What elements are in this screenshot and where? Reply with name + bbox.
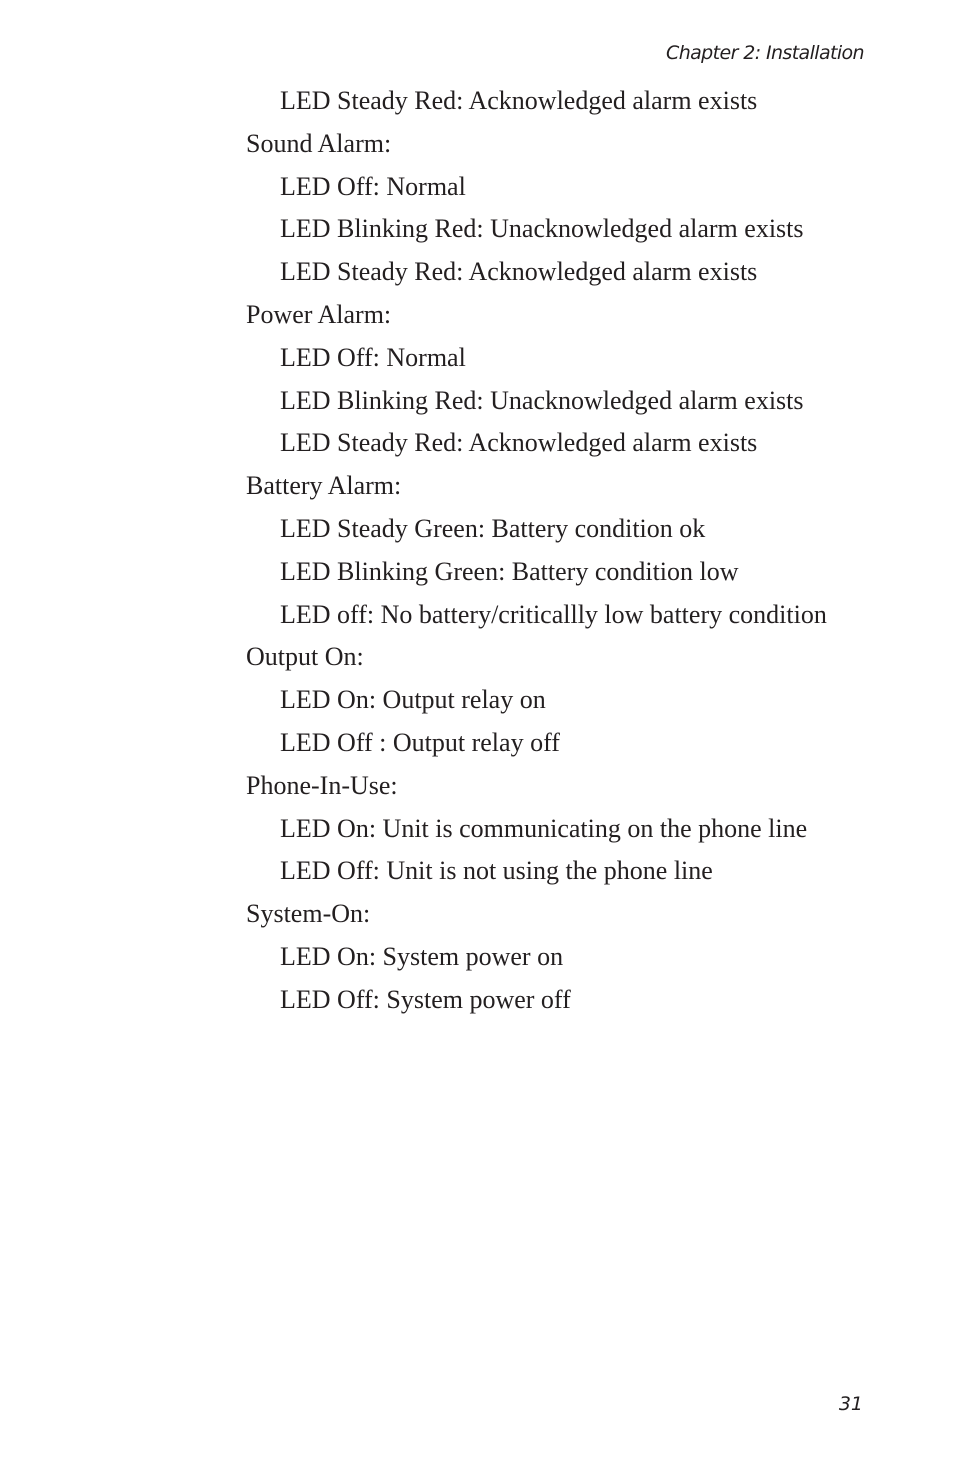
- list-item: LED On: Unit is communicating on the phone line: [280, 813, 808, 843]
- list-item: LED off: No battery/criticallly low battery condition: [280, 599, 827, 629]
- list-item: LED On: System power on: [280, 941, 564, 971]
- page-number: 31: [838, 1393, 863, 1415]
- list-item: LED Blinking Green: Battery condition low: [280, 556, 739, 586]
- section-label: Power Alarm:: [246, 299, 392, 329]
- list-item: LED On: Output relay on: [280, 685, 546, 715]
- list-item: LED Steady Red: Acknowledged alarm exists: [280, 257, 758, 287]
- list-item: LED Off: Normal: [280, 342, 466, 372]
- section-label: Phone-In-Use:: [246, 770, 398, 800]
- list-item: LED Off : Output relay off: [280, 727, 560, 757]
- list-item: LED Off: Unit is not using the phone line: [280, 856, 713, 886]
- list-item: LED Steady Green: Battery condition ok: [280, 513, 706, 543]
- list-item: LED Steady Red: Acknowledged alarm exists: [280, 428, 758, 458]
- section-label: Sound Alarm:: [246, 128, 392, 158]
- section-label: Output On:: [246, 642, 364, 672]
- running-header: Chapter 2: Installation: [666, 42, 864, 64]
- list-item: LED Off: System power off: [280, 984, 571, 1014]
- list-item: LED Blinking Red: Unacknowledged alarm exists: [280, 385, 804, 415]
- section-label: System-On:: [246, 899, 371, 929]
- list-item: LED Off: Normal: [280, 171, 466, 201]
- section-label: Battery Alarm:: [246, 471, 402, 501]
- led-status-list: [246, 80, 886, 1022]
- list-item: LED Steady Red: Acknowledged alarm exists: [280, 86, 758, 115]
- list-item: LED Blinking Red: Unacknowledged alarm exists: [280, 214, 804, 244]
